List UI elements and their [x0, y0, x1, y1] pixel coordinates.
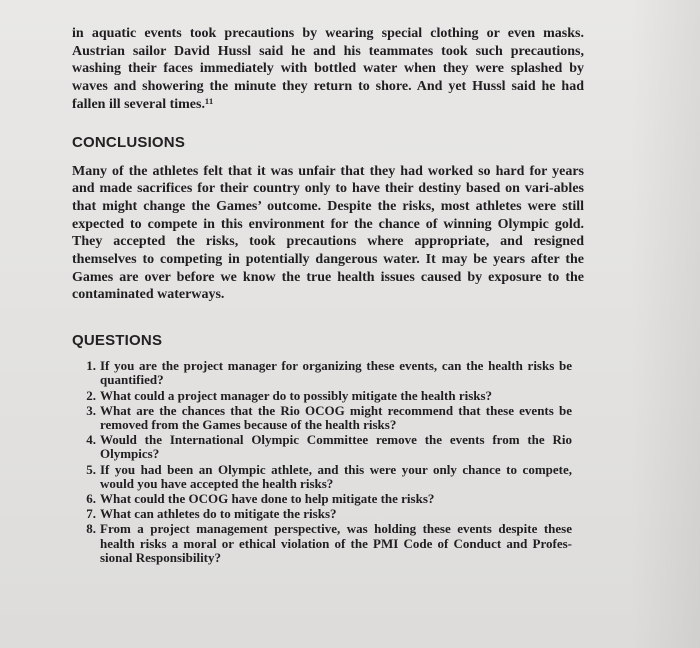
question-item — [76, 507, 572, 521]
question-item — [76, 359, 572, 387]
question-item — [76, 404, 572, 432]
question-item — [76, 463, 572, 491]
question-text: What are the chances that the Rio OCOG might recommend that these events be removed from the Games because of the health risks? — [100, 402, 572, 432]
questions-heading: QUESTIONS — [72, 332, 163, 350]
question-item — [76, 522, 572, 565]
page-shadow — [630, 0, 700, 648]
conclusions-heading: CONCLUSIONS — [72, 133, 186, 151]
question-text: What can athletes do to mitigate the risks? — [100, 506, 337, 522]
conclusions-paragraph: Many of the athletes felt that it was unfair that they had worked so hard for years and made sacrifices for their country only to have their destiny based on vari-ables that might change the Games’ outcome. Despite the risks, most athletes were still expected to compete in this environment for the chance of winning Olympic gold. They accepted the risks, took precautions where appropriate, and resigned themselves to competing in potentially dangerous water. It may be years after the Games are over before we know the true health issues caused by exposure to the contaminated waterways. — [72, 163, 584, 303]
question-number: 8. — [86, 521, 96, 537]
question-number: 3. — [86, 402, 96, 418]
question-item — [76, 389, 572, 403]
question-number: 1. — [86, 358, 96, 374]
question-item — [76, 433, 572, 461]
question-text: What could the OCOG have done to help mitigate the risks? — [100, 490, 435, 506]
question-number: 4. — [86, 432, 96, 448]
question-number: 2. — [86, 387, 96, 403]
page-content — [72, 25, 584, 566]
question-text: From a project management perspective, was holding these events despite these health risks a moral or ethical violation of the PMI Code of Conduct and Profes-sional Responsibility? — [100, 521, 572, 565]
question-number: 7. — [86, 506, 96, 522]
question-text: If you had been an Olympic athlete, and this were your only chance to compete, would you have accepted the health risks? — [100, 461, 572, 491]
question-item — [76, 492, 572, 506]
question-text: What could a project manager do to possibly mitigate the health risks? — [100, 387, 493, 403]
intro-paragraph: in aquatic events took precautions by wearing special clothing or even masks. Austrian sailor David Hussl said he and his teammates took such precautions, washing their faces immediately with bottled water when they were splashed by waves and showering the minute they return to shore. And yet Hussl said he had fallen ill several times.¹¹ — [72, 26, 584, 112]
question-text: If you are the project manager for organizing these events, can the health risks be quantified? — [100, 358, 572, 388]
question-number: 5. — [86, 461, 96, 477]
questions-list — [76, 359, 572, 565]
question-number: 6. — [86, 490, 96, 506]
question-text: Would the International Olympic Committee remove the events from the Rio Olympics? — [100, 432, 572, 462]
